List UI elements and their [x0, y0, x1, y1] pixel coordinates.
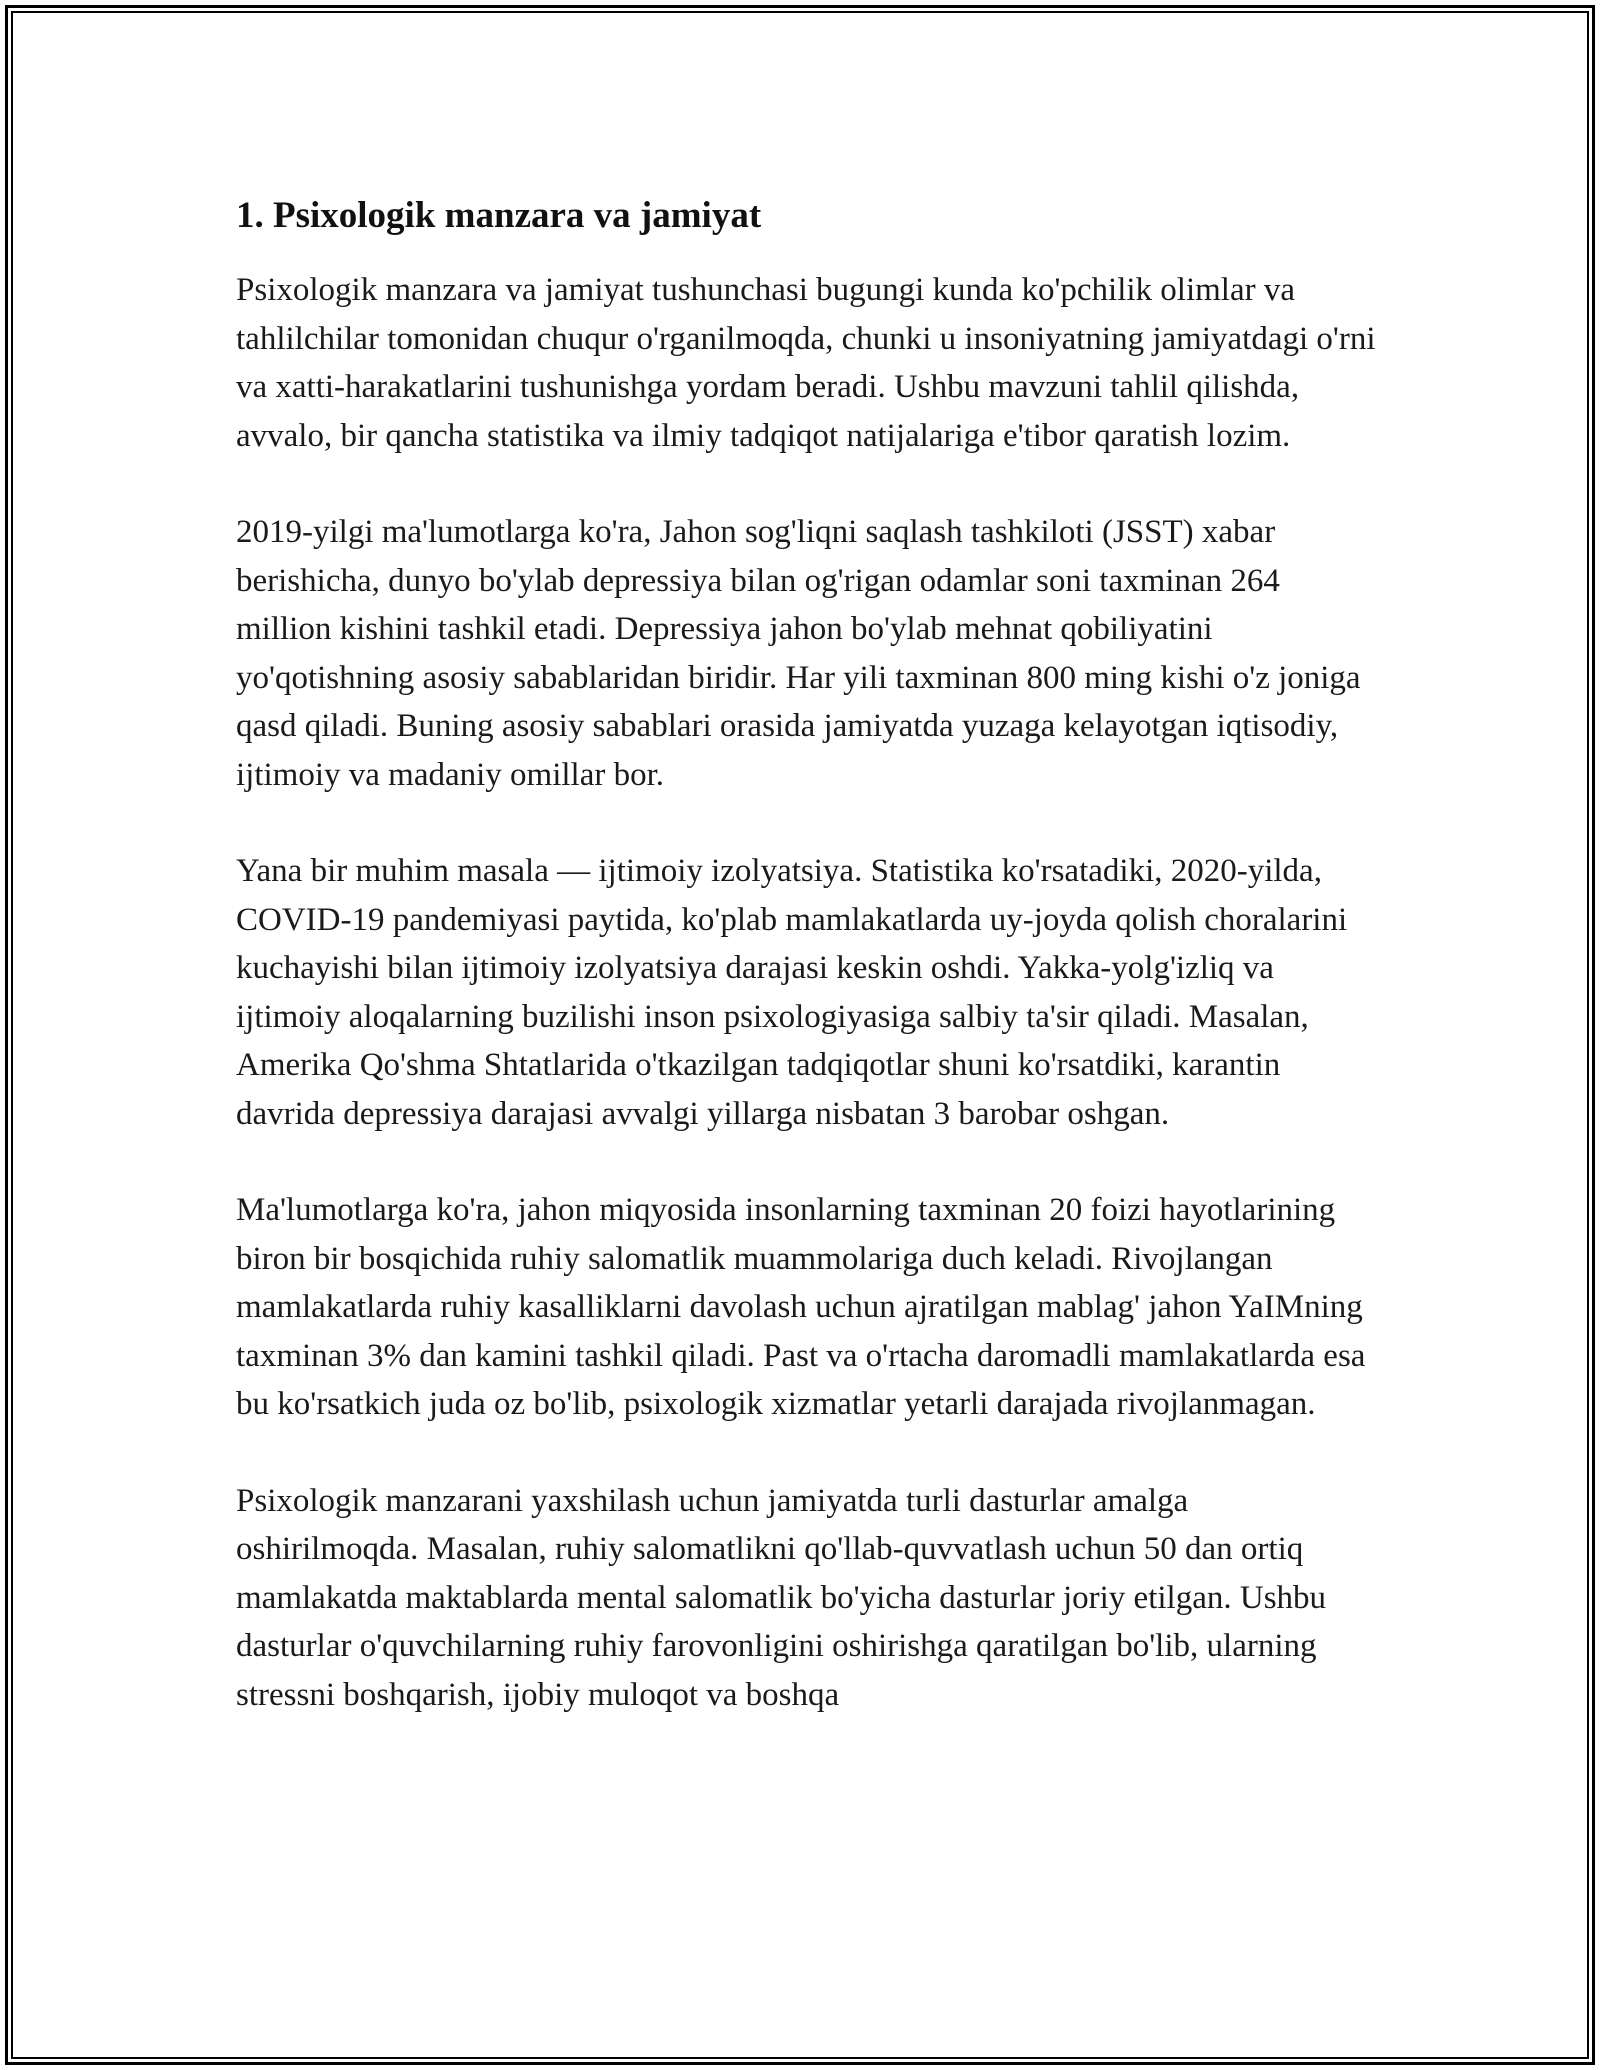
document-body	[236, 188, 1376, 1767]
paragraph-social-isolation: Yana bir muhim masala — ijtimoiy izolyatsiya. Statistika ko'rsatadiki, 2020-yilda, COVID-19 pandemiyasi paytida, ko'plab mamlakatlarda uy-joyda qolish choralarini kuchayishi bilan ijtimoiy izolyatsiya darajasi keskin oshdi. Yakka-yolg'izliq va ijtimoiy aloqalarning buzilishi inson psixologiyasiga salbiy ta'sir qiladi. Masalan, Amerika Qo'shma Shtatlarida o'tkazilgan tadqiqotlar shuni ko'rsatdiki, karantin davrida depressiya darajasi avvalgi yillarga nisbatan 3 barobar oshgan.	[236, 853, 1348, 1132]
paragraph-mental-health-funding: Ma'lumotlarga ko'ra, jahon miqyosida insonlarning taxminan 20 foizi hayotlarining biron bir bosqichida ruhiy salomatlik muammolariga duch keladi. Rivojlangan mamlakatlarda ruhiy kasalliklarni davolash uchun ajratilgan mablag' jahon YaIMning taxminan 3% dan kamini tashkil qiladi. Past va o'rtacha daromadli mamlakatlarda esa bu ko'rsatkich juda oz bo'lib, psixologik xizmatlar yetarli darajada rivojlanmagan.	[236, 1192, 1366, 1422]
paragraph-intro: Psixologik manzara va jamiyat tushunchasi bugungi kunda ko'pchilik olimlar va tahlilchilar tomonidan chuqur o'rganilmoqda, chunki u insoniyatning jamiyatdagi o'rni va xatti-harakatlarini tushunishga yordam beradi. Ushbu mavzuni tahlil qilishda, avvalo, bir qancha statistika va ilmiy tadqiqot natijalariga e'tibor qaratish lozim.	[236, 272, 1376, 454]
paragraph-depression-stats: 2019-yilgi ma'lumotlarga ko'ra, Jahon sog'liqni saqlash tashkiloti (JSST) xabar berishicha, dunyo bo'ylab depressiya bilan og'rigan odamlar soni taxminan 264 million kishini tashkil etadi. Depressiya jahon bo'ylab mehnat qobiliyatini yo'qotishning asosiy sabablaridan biridir. Har yili taxminan 800 ming kishi o'z joniga qasd qiladi. Buning asosiy sabablari orasida jamiyatda yuzaga kelayotgan iqtisodiy, ijtimoiy va madaniy omillar bor.	[236, 514, 1361, 793]
section-heading: 1. Psixologik manzara va jamiyat	[236, 195, 762, 236]
paragraph-programs: Psixologik manzarani yaxshilash uchun jamiyatda turli dasturlar amalga oshirilmoqda. Masalan, ruhiy salomatlikni qo'llab-quvvatlash uchun 50 dan ortiq mamlakatda maktablarda mental salomatlik bo'yicha dasturlar joriy etilgan. Ushbu dasturlar o'quvchilarning ruhiy farovonligini oshirishga qaratilgan bo'lib, ularning stressni boshqarish, ijobiy muloqot va boshqa	[236, 1482, 1327, 1713]
